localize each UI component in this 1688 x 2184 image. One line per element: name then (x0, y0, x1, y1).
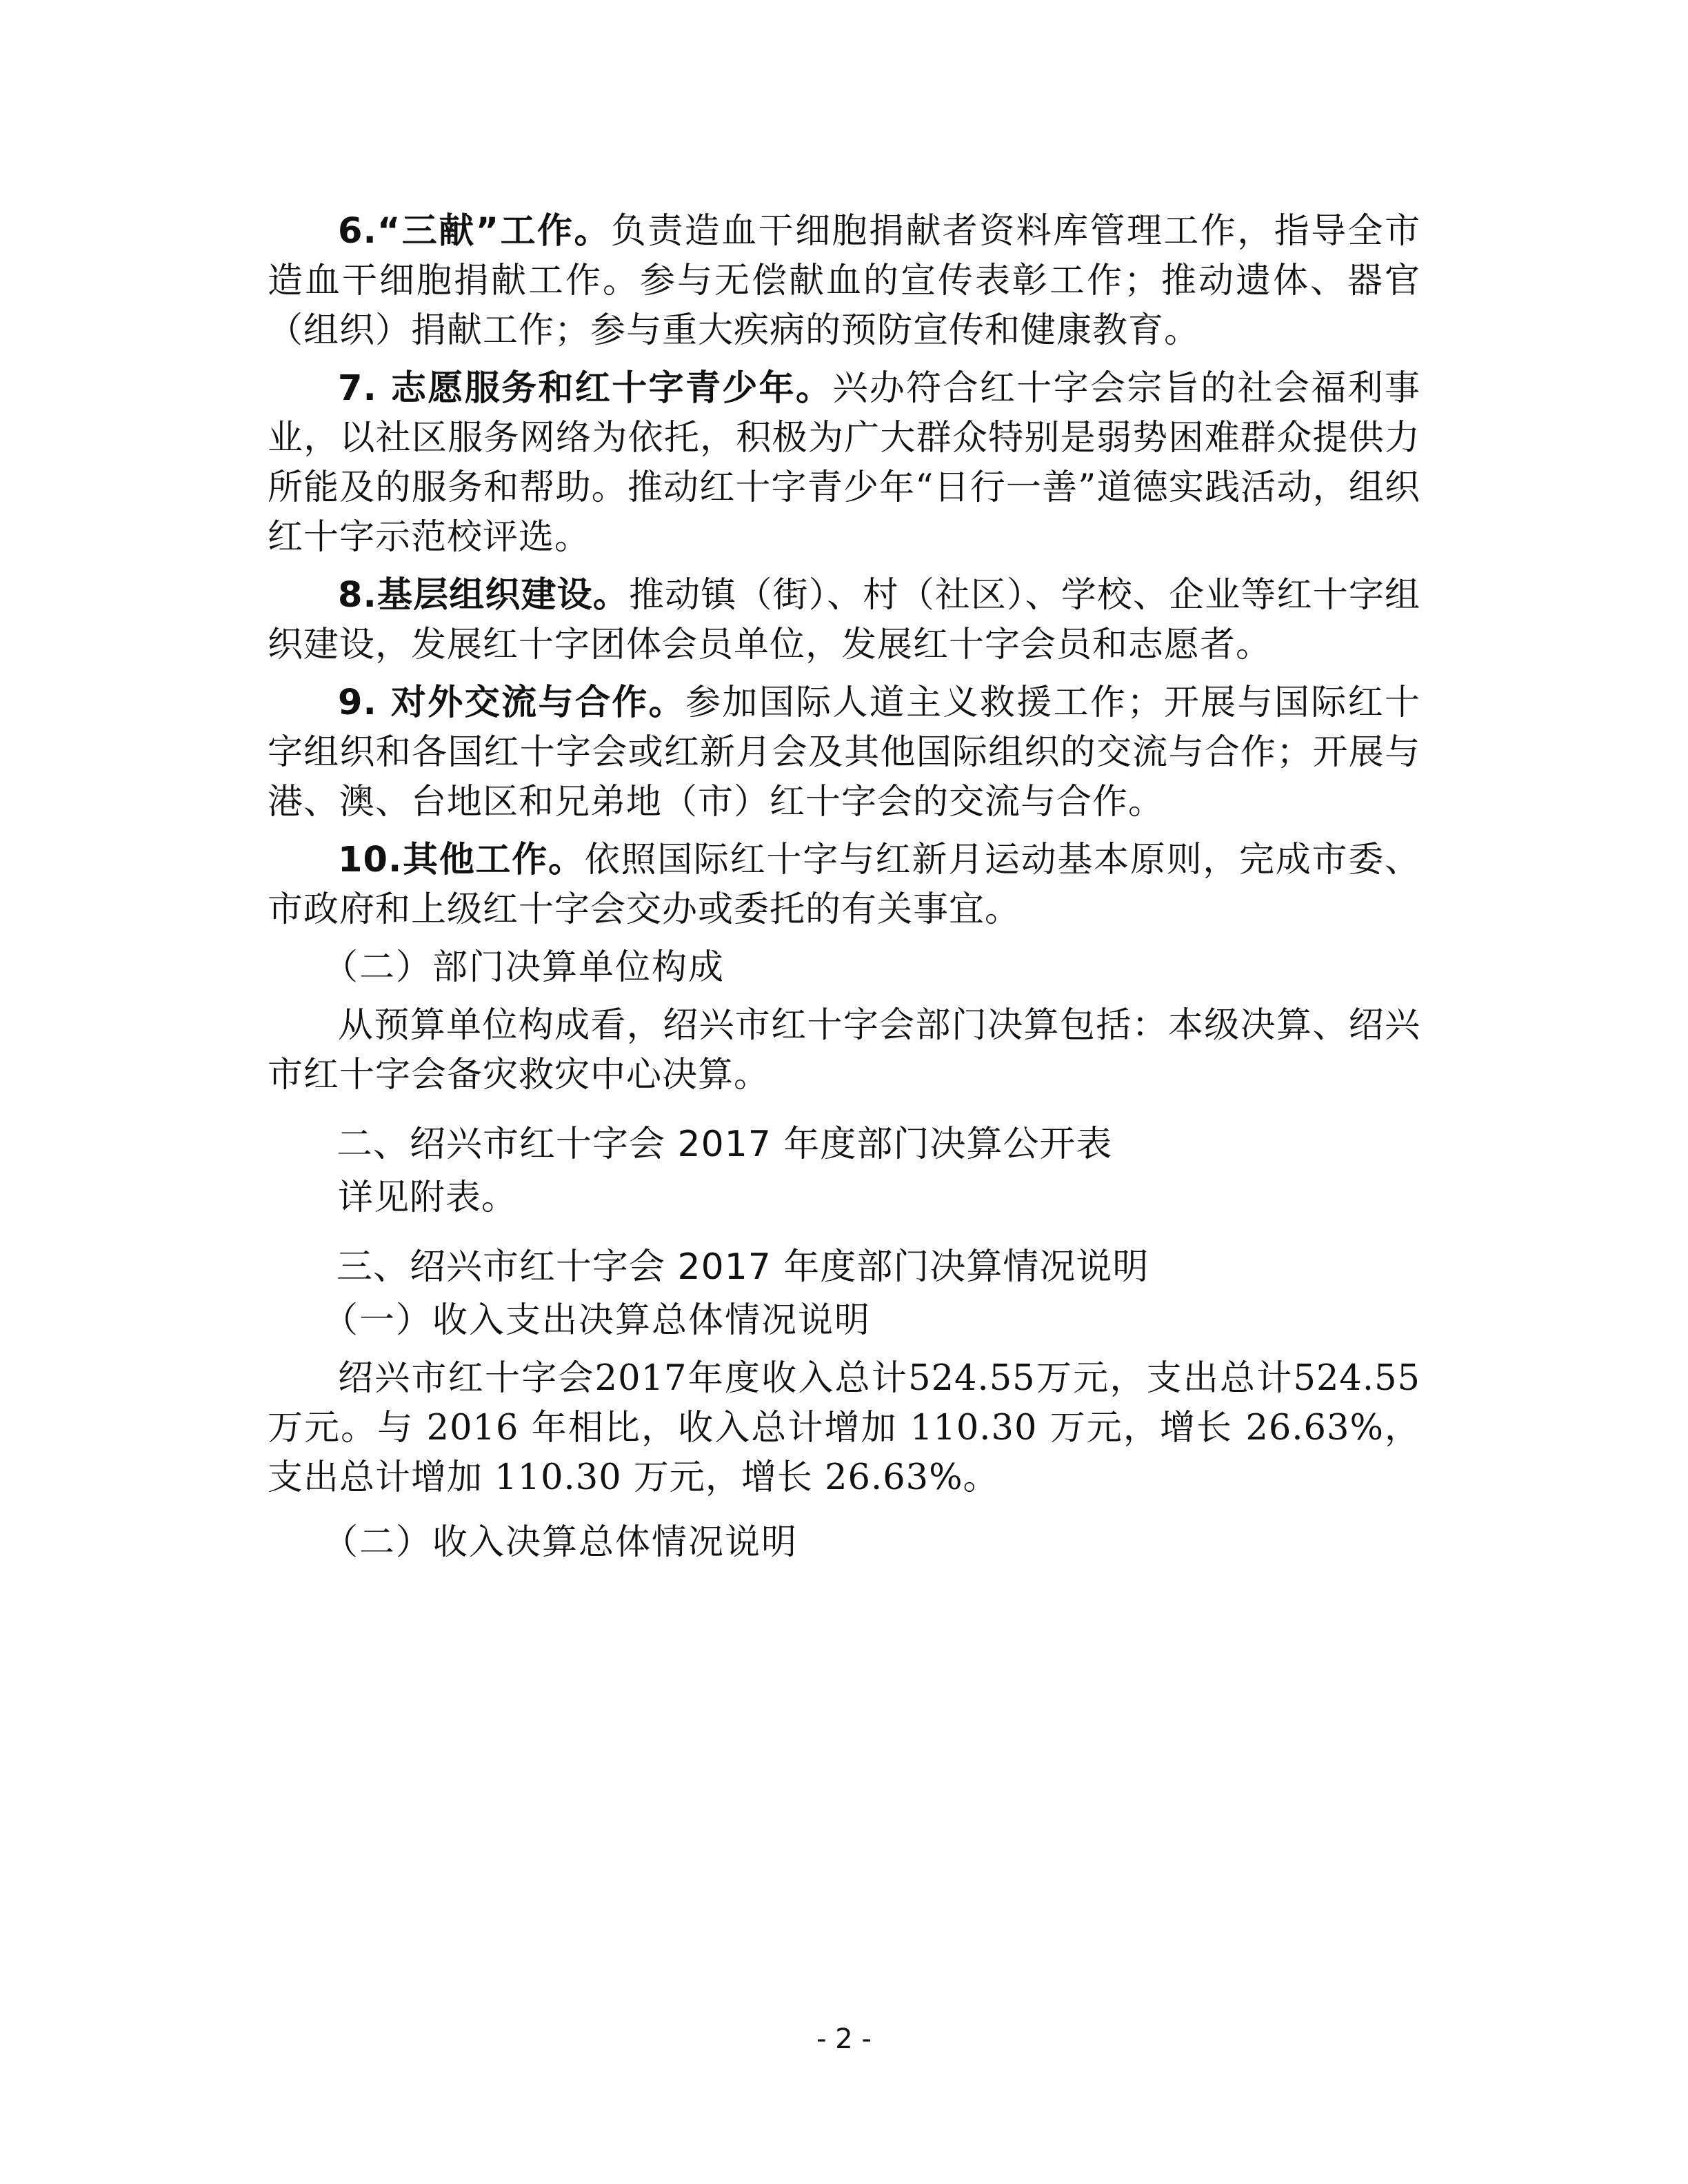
duty-item-7 (268, 364, 1420, 563)
duty-item-6-title: 6.“三献”工作。 (338, 211, 611, 252)
duty-item-8 (268, 571, 1420, 670)
unit-composition-text: 从预算单位构成看，绍兴市红十字会部门决算包括：本级决算、绍兴市红十字会备灾救灾中心决算。 (268, 1005, 1420, 1095)
duty-item-10-text: 依照国际红十字与红新月运动基本原则，完成市委、市政府和上级红十字会交办或委托的有关事宜。 (268, 840, 1420, 930)
income-expense-text: 绍兴市红十字会2017年度收入总计524.55万元，支出总计524.55万元。与 2016 年相比，收入总计增加 110.30 万元，增长 26.63%，支出总计增加 110.30 万元，增长 26.63%。 (268, 1358, 1420, 1498)
page-number: - 2 - (816, 2023, 872, 2055)
duty-item-6-text: 负责造血干细胞捐献者资料库管理工作，指导全市造血干细胞捐献工作。参与无偿献血的宣传表彰工作；推动遗体、器官（组织）捐献工作；参与重大疾病的预防宣传和健康教育。 (268, 211, 1420, 351)
income-heading: （二）收入决算总体情况说明 (323, 1522, 798, 1563)
duty-item-6 (268, 207, 1420, 356)
duty-item-9-title: 9. 对外交流与合作。 (338, 682, 685, 723)
duty-item-10-title: 10.其他工作。 (338, 840, 585, 880)
income-expense-heading: （一）收入支出决算总体情况说明 (323, 1300, 872, 1341)
duty-item-8-title: 8.基层组织建设。 (338, 575, 629, 616)
unit-composition-heading: （二）部门决算单位构成 (323, 947, 725, 988)
section-2-text: 详见附表。 (338, 1177, 518, 1218)
document-body (268, 207, 1420, 1568)
duty-item-7-title: 7. 志愿服务和红十字青少年。 (338, 368, 833, 409)
duty-item-10 (268, 836, 1420, 935)
duty-item-9 (268, 678, 1420, 827)
duty-item-7-text: 兴办符合红十字会宗旨的社会福利事业，以社区服务网络为依托，积极为广大群众特别是弱势困难群众提供力所能及的服务和帮助。推动红十字青少年“日行一善”道德实践活动，组织红十字示范校评选。 (268, 368, 1420, 558)
duty-item-9-text: 参加国际人道主义救援工作；开展与国际红十字组织和各国红十字会或红新月会及其他国际组织的交流与合作；开展与港、澳、台地区和兄弟地（市）红十字会的交流与合作。 (268, 682, 1420, 822)
section-3-heading: 三、绍兴市红十字会 2017 年度部门决算情况说明 (336, 1246, 1149, 1288)
duty-item-8-text: 推动镇（街）、村（社区）、学校、企业等红十字组织建设，发展红十字团体会员单位，发展红十字会员和志愿者。 (268, 575, 1420, 665)
section-2-heading: 二、绍兴市红十字会 2017 年度部门决算公开表 (336, 1124, 1113, 1165)
